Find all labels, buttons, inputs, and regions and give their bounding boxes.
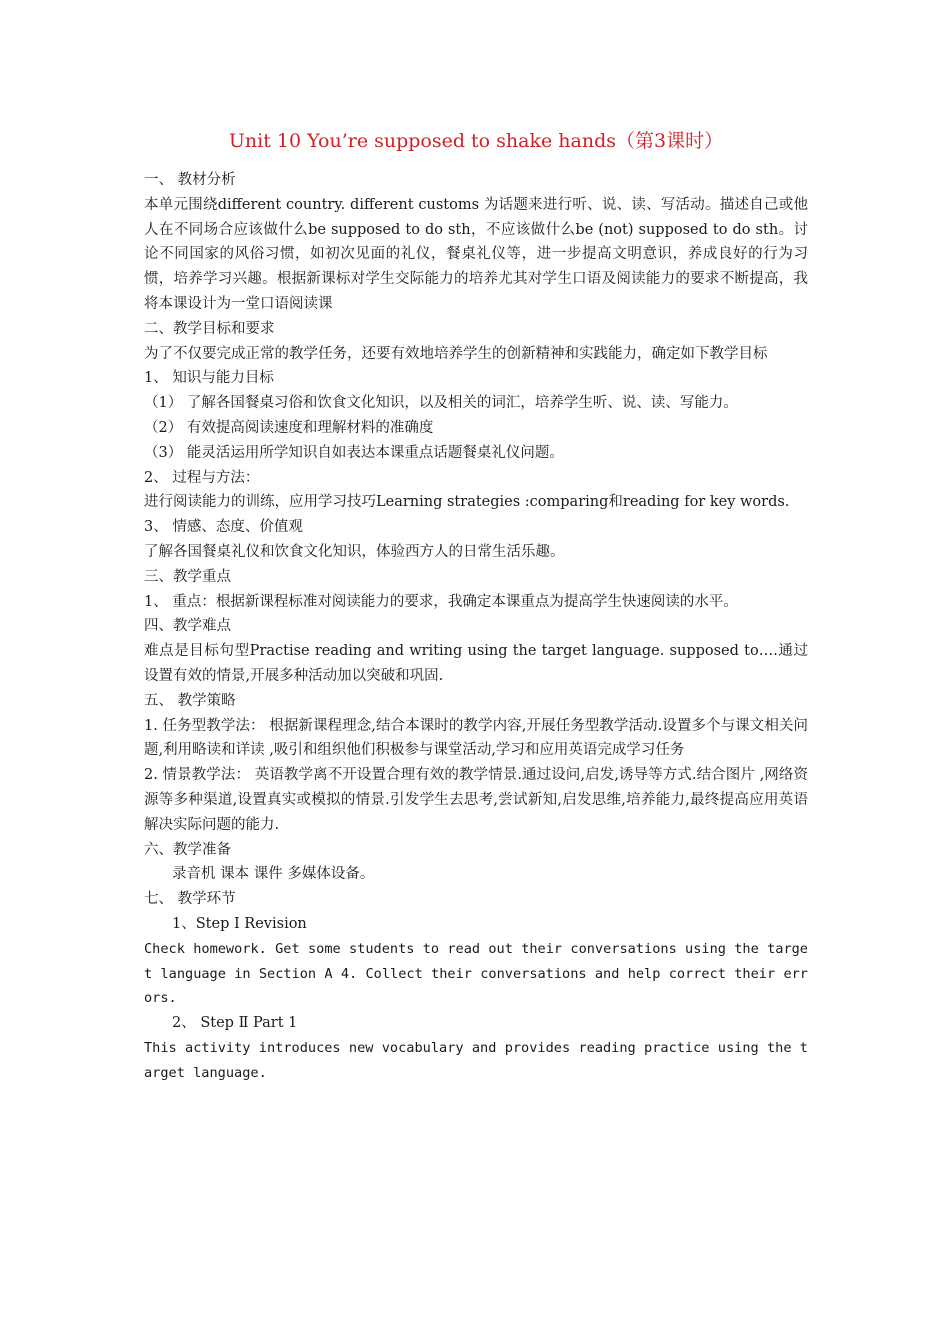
indented-line: 录音机 课本 课件 多媒体设备。 bbox=[172, 866, 375, 883]
subsection-heading: 2、 过程与方法： bbox=[144, 469, 260, 486]
subsection-heading: 1、 知识与能力目标 bbox=[144, 370, 274, 387]
section-heading: 二、教学目标和要求 bbox=[144, 320, 275, 337]
list-item: （2） 有效提高阅读速度和理解材料的准确度 bbox=[144, 419, 434, 436]
document-title: Unit 10 You’re supposed to shake hands（第3课时） bbox=[228, 130, 724, 152]
paragraph: This activity introduces new vocabulary and provides reading practice using the target language. bbox=[144, 1039, 808, 1081]
paragraph: 难点是目标句型Practise reading and writing using the target language. supposed to….通过设置有效的情景,开展多种活动加以突破和巩固. bbox=[144, 643, 808, 684]
section-heading: 三、教学重点 bbox=[144, 568, 231, 585]
paragraph: 2. 情景教学法： 英语教学离不开设置合理有效的教学情景.通过设问,启发,诱导等方式.结合图片 ,网络资源等多种渠道,设置真实或模拟的情景.引发学生去思考,尝试新知,启发思维,培养能力,最终提高应用英语解决实际问题的能力. bbox=[144, 767, 808, 833]
paragraph: Check homework. Get some students to read out their conversations using the target language in Section A 4. Collect their conversations and help correct their errors. bbox=[144, 940, 808, 1007]
paragraph: 1、 重点：根据新课程标准对阅读能力的要求，我确定本课重点为提高学生快速阅读的水平。 bbox=[144, 593, 738, 610]
step-heading: 1、Step Ⅰ Revision bbox=[172, 915, 307, 932]
document-page bbox=[144, 126, 808, 1085]
section-heading: 四、教学难点 bbox=[144, 618, 231, 635]
section-heading: 七、 教学环节 bbox=[144, 891, 236, 908]
subsection-heading: 3、 情感、态度、价值观 bbox=[144, 519, 303, 536]
paragraph: 为了不仅要完成正常的教学任务，还要有效地培养学生的创新精神和实践能力，确定如下教学目标 bbox=[144, 345, 768, 362]
paragraph: 了解各国餐桌礼仪和饮食文化知识，体验西方人的日常生活乐趣。 bbox=[144, 543, 565, 560]
list-item: （3） 能灵活运用所学知识自如表达本课重点话题餐桌礼仪问题。 bbox=[144, 444, 564, 461]
step-heading: 2、 Step Ⅱ Part 1 bbox=[172, 1015, 298, 1032]
section-heading: 五、 教学策略 bbox=[144, 692, 236, 709]
document-body bbox=[144, 168, 808, 1085]
section-heading: 六、教学准备 bbox=[144, 841, 231, 858]
paragraph: 进行阅读能力的训练，应用学习技巧Learning strategies :comparing和reading for key words. bbox=[144, 494, 790, 511]
paragraph: 1. 任务型教学法： 根据新课程理念,结合本课时的教学内容,开展任务型教学活动.设置多个与课文相关问题,利用略读和详读 ,吸引和组织他们积极参与课堂活动,学习和应用英语完成学习任务 bbox=[144, 717, 808, 759]
paragraph: 本单元围绕different country. different customs 为话题来进行听、说、读、写活动。描述自己或他人在不同场合应该做什么be supposed to do sth，不应该做什么be (not) supposed to do sth。讨论不同国家的风俗习惯，如初次见面的礼仪，餐桌礼仪等，进一步提高文明意识，养成良好的行为习惯，培养学习兴趣。根据新课标对学生交际能力的培养尤其对学生口语及阅读能力的要求不断提高，我将本课设计为一堂口语阅读课 bbox=[144, 196, 808, 312]
list-item: （1） 了解各国餐桌习俗和饮食文化知识，以及相关的词汇，培养学生听、说、读、写能力。 bbox=[144, 395, 738, 412]
section-heading: 一、 教材分析 bbox=[144, 172, 236, 188]
